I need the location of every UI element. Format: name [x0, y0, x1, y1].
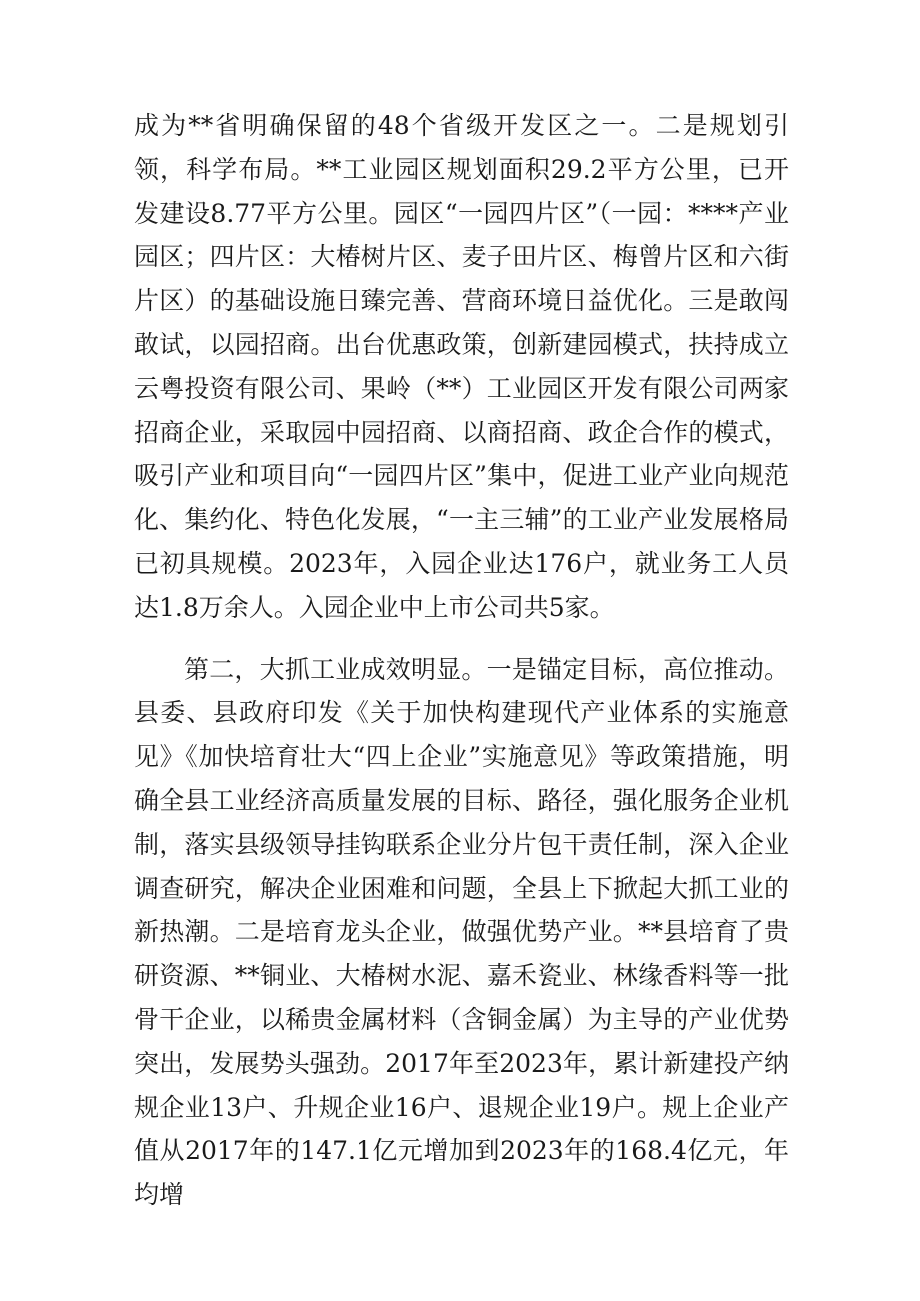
paragraph-industrial-achievements: 第二，大抓工业成效明显。一是锚定目标，高位推动。县委、县政府印发《关于加快构建现代产业体系的实施意见》《加快培育壮大“四上企业”实施意见》等政策措施，明确全县工业经济高质量发展的目标、路径，强化服务企业机制，落实县级领导挂钩联系企业分片包干责任制，深入企业调查研究，解决企业困难和问题，全县上下掀起大抓工业的新热潮。二是培育龙头企业，做强优势产业。**县培育了贵研资源、**铜业、大椿树水泥、嘉禾瓷业、林缘香料等一批骨干企业，以稀贵金属材料（含铜金属）为主导的产业优势突出，发展势头强劲。2017年至2023年，累计新建投产纳规企业13户、升规企业16户、退规企业19户。规上企业产值从2017年的147.1亿元增加到2023年的168.4亿元，年均增 — [134, 654, 789, 1210]
paragraph-continuation: 成为**省明确保留的48个省级开发区之一。二是规划引领，科学布局。**工业园区规划面积29.2平方公里，已开发建设8.77平方公里。园区“一园四片区”（一园：****产业园区；四片区：大椿树片区、麦子田片区、梅曾片区和六街片区）的基础设施日臻完善、营商环境日益优化。三是敢闯敢试，以园招商。出台优惠政策，创新建园模式，扶持成立云粤投资有限公司、果岭（**）工业园区开发有限公司两家招商企业，采取园中园招商、以商招商、政企合作的模式，吸引产业和项目向“一园四片区”集中，促进工业产业向规范化、集约化、特色化发展，“一主三辅”的工业产业发展格局已初具规模。2023年，入园企业达176户，就业务工人员达1.8万余人。入园企业中上市公司共5家。 — [134, 111, 789, 622]
document-body — [134, 104, 789, 1217]
